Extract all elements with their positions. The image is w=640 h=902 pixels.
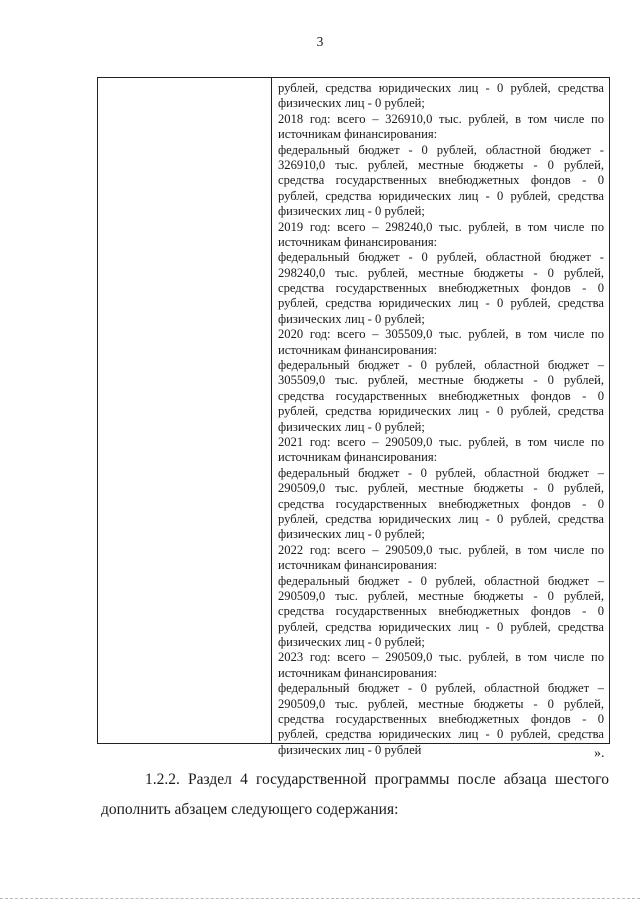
table-text-line: физических лиц - 0 рублей; <box>278 527 425 542</box>
paragraph-amendment <box>101 770 609 790</box>
table-text-line: источникам финансирования: <box>278 665 438 680</box>
table-text-line: рублей, средства юридических лиц - 0 рублей, средства <box>278 188 604 203</box>
table-text-line: источникам финансирования: <box>278 342 438 357</box>
table-text-line: 298240,0 тыс. рублей, местные бюджеты - 0 рублей, <box>278 265 604 280</box>
table-text-line: федеральный бюджет - 0 рублей, областной бюджет – <box>278 358 604 373</box>
table-text-line: рублей, средства юридических лиц - 0 рублей, средства <box>278 511 604 526</box>
table-text-line: физических лиц - 0 рублей; <box>278 635 425 650</box>
table-text-line: 2022 год: всего – 290509,0 тыс. рублей, в том числе по <box>278 542 604 557</box>
table-text-line: средства государственных внебюджетных фондов - 0 <box>278 496 604 511</box>
table-text-line: средства государственных внебюджетных фондов - 0 <box>278 604 604 619</box>
table-text-line: 326910,0 тыс. рублей, местные бюджеты - 0 рублей, <box>278 157 604 172</box>
table-text-line: 2021 год: всего – 290509,0 тыс. рублей, в том числе по <box>278 434 604 449</box>
table-text-line: 2020 год: всего – 305509,0 тыс. рублей, в том числе по <box>278 327 604 342</box>
table-text-line: средства государственных внебюджетных фондов - 0 <box>278 173 604 188</box>
table-text-line: федеральный бюджет - 0 рублей, областной бюджет - <box>278 250 604 265</box>
table-text-line: 2018 год: всего – 326910,0 тыс. рублей, в том числе по <box>278 111 604 126</box>
table-text-line: источникам финансирования: <box>278 127 438 142</box>
page-bottom-rule <box>0 898 640 899</box>
table-text-line: федеральный бюджет - 0 рублей, областной бюджет – <box>278 465 604 480</box>
table-text-line: рублей, средства юридических лиц - 0 рублей, средства <box>278 81 604 95</box>
table-text-line: рублей, средства юридических лиц - 0 рублей, средства <box>278 727 604 742</box>
page-number: 3 <box>316 34 324 49</box>
table-text-line: федеральный бюджет - 0 рублей, областной бюджет – <box>278 573 604 588</box>
table-text-line: средства государственных внебюджетных фондов - 0 <box>278 281 604 296</box>
table-text-line: 290509,0 тыс. рублей, местные бюджеты - 0 рублей, <box>278 696 604 711</box>
table-text-line: рублей, средства юридических лиц - 0 рублей, средства <box>278 404 604 419</box>
table-text-line: физических лиц - 0 рублей <box>278 742 422 757</box>
paragraph-line-2: дополнить абзацем следующего содержания: <box>101 801 399 818</box>
table-text-line: рублей, средства юридических лиц - 0 рублей, средства <box>278 296 604 311</box>
table-text-line: источникам финансирования: <box>278 450 438 465</box>
closing-quote: ». <box>594 746 605 761</box>
table-text-line: 290509,0 тыс. рублей, местные бюджеты - 0 рублей, <box>278 588 604 603</box>
table-text-line: 2019 год: всего – 298240,0 тыс. рублей, в том числе по <box>278 219 604 234</box>
paragraph-line-1: 1.2.2. Раздел 4 государственной программы после абзаца шестого <box>145 771 609 788</box>
table-text-line: 305509,0 тыс. рублей, местные бюджеты - 0 рублей, <box>278 373 604 388</box>
table-text-line: федеральный бюджет - 0 рублей, областной бюджет - <box>278 142 604 157</box>
table-text-line: федеральный бюджет - 0 рублей, областной бюджет – <box>278 681 604 696</box>
table-text-line: источникам финансирования: <box>278 234 438 249</box>
table-text-line: физических лиц - 0 рублей; <box>278 419 425 434</box>
table-text-line: источникам финансирования: <box>278 558 438 573</box>
table-text-line: средства государственных внебюджетных фондов - 0 <box>278 388 604 403</box>
table-text-line: рублей, средства юридических лиц - 0 рублей, средства <box>278 619 604 634</box>
table-text-line: физических лиц - 0 рублей; <box>278 311 425 326</box>
table-text-line: физических лиц - 0 рублей; <box>278 96 425 111</box>
table-text-line: средства государственных внебюджетных фондов - 0 <box>278 712 604 727</box>
table-column-divider <box>271 78 272 743</box>
table-text-line: физических лиц - 0 рублей; <box>278 204 425 219</box>
financing-table <box>97 77 610 757</box>
table-text-line: 2023 год: всего – 290509,0 тыс. рублей, в том числе по <box>278 650 604 665</box>
table-text-line: 290509,0 тыс. рублей, местные бюджеты - 0 рублей, <box>278 481 604 496</box>
table-right-cell <box>278 81 604 758</box>
